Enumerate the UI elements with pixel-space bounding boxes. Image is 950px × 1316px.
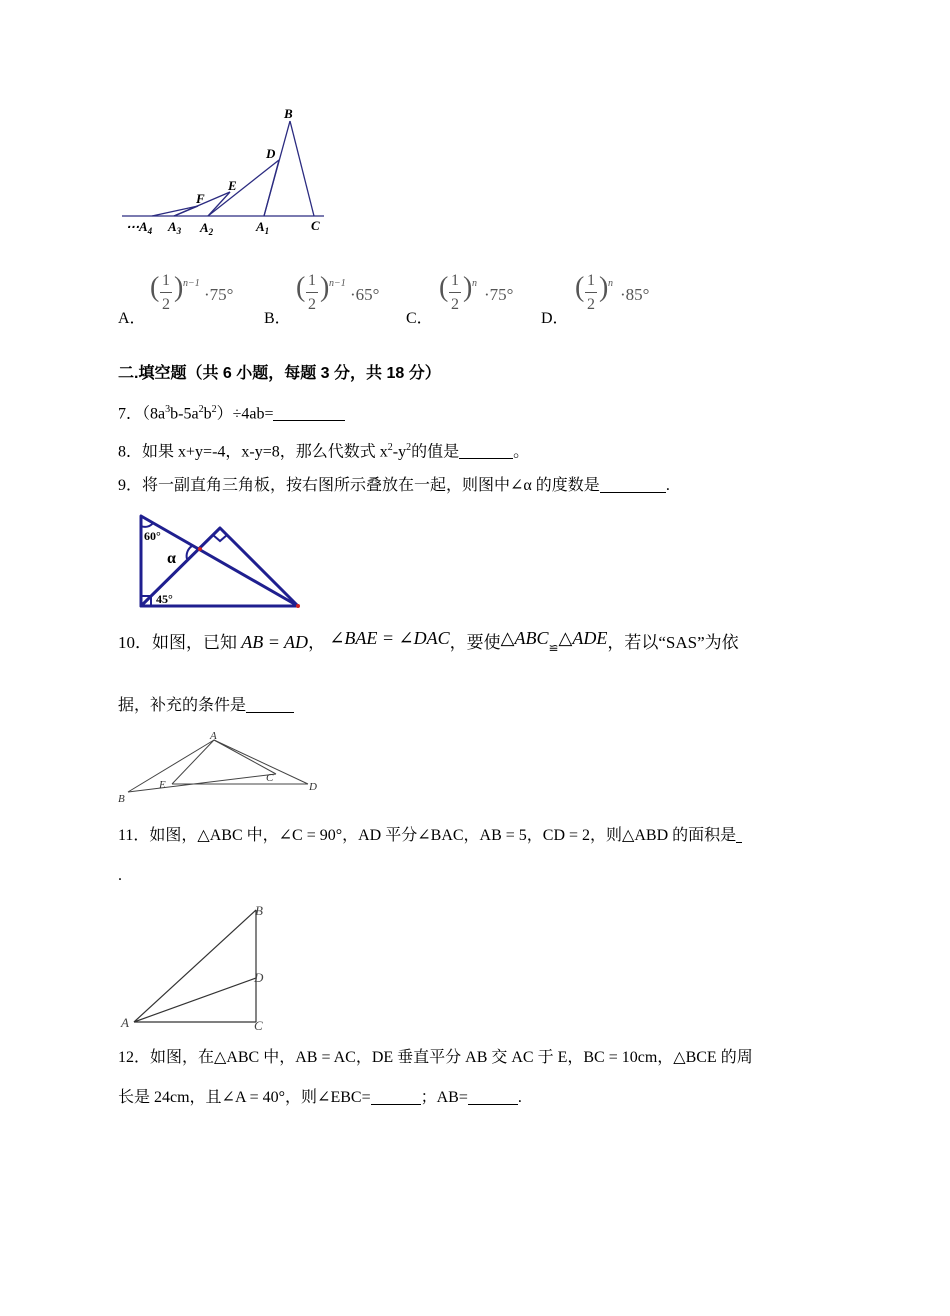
congruent-symbol: ≌ <box>548 641 559 655</box>
superscript: 2 <box>406 442 412 453</box>
option-a-label[interactable]: A． <box>118 310 146 327</box>
q8-text: 。 <box>513 443 530 461</box>
seg-ad <box>134 978 256 1022</box>
option-d-label[interactable]: D． <box>541 310 569 327</box>
answer-blank[interactable] <box>273 404 345 421</box>
angle-60-label: 60° <box>144 529 161 543</box>
section-heading: 二.填空题（共 6 小题，每题 3 分，共 18 分） <box>118 365 441 382</box>
option-c-label[interactable]: C． <box>406 310 433 327</box>
q10-label-e: E <box>159 779 166 791</box>
intersection-mark <box>198 547 202 551</box>
exponent: n−1 <box>329 278 346 289</box>
question-7 <box>118 400 345 424</box>
paren-close: ) <box>174 272 184 303</box>
fraction-num: 1 <box>308 272 316 289</box>
q6-label-a2: $A_2$ <box>200 220 214 237</box>
exponent: n <box>472 278 477 289</box>
seg-ac <box>214 740 276 774</box>
question-12 <box>118 1048 753 1068</box>
q6-figure <box>118 100 338 240</box>
question-number: 12． <box>118 1049 151 1066</box>
angle-60-arc <box>141 523 153 527</box>
option-b-expression <box>296 272 396 322</box>
q10-figure <box>116 728 326 808</box>
q11-label-d: D <box>254 970 264 985</box>
option-c-expression <box>439 272 539 322</box>
angle-45-label: 45° <box>156 592 173 606</box>
q10-label-a: A <box>210 730 217 742</box>
q6-label-a1: $A_1$ <box>256 219 270 236</box>
q6-side-a4f <box>152 206 198 216</box>
q9-text: 将一副直角三角板，按右图所示叠放在一起，则图中∠α 的度数是 <box>142 477 600 494</box>
question-10-line2 <box>118 696 294 716</box>
q6-label-e: E <box>228 178 237 193</box>
seg-bc <box>128 774 276 792</box>
option-a-expression <box>150 272 250 322</box>
q11-text: 如图，△ABC 中，∠C = 90°，AD 平分∠BAC，AB = 5，CD = 2，则△ABD 的面积是 <box>149 827 737 844</box>
superscript: 3 <box>165 404 171 415</box>
answer-blank[interactable] <box>736 826 742 843</box>
q6-label-a3: $A_3$ <box>168 219 182 236</box>
fraction-bar <box>585 292 597 293</box>
option-d-expression <box>575 272 675 322</box>
option-a-value: ·75° <box>204 285 234 304</box>
exponent: n <box>608 278 613 289</box>
math-angle-eq: ∠BAE = ∠DAC <box>329 628 450 648</box>
option-b-label[interactable]: B． <box>264 310 291 327</box>
question-11 <box>118 826 742 846</box>
exponent: n−1 <box>183 278 200 289</box>
question-number: 9． <box>118 477 143 494</box>
option-d-value: ·85° <box>620 285 650 304</box>
q12-text: . <box>517 1089 522 1106</box>
q6-label-d: D <box>266 146 276 161</box>
seg-ad <box>214 740 308 784</box>
answer-blank[interactable] <box>600 476 666 493</box>
q8-text: -y <box>392 443 407 461</box>
paren-close: ) <box>463 272 473 303</box>
q6-label-a4: $\cdots A_4$ <box>126 219 153 236</box>
q6-side-a2d <box>208 160 279 216</box>
q11-label-a: A <box>121 1015 129 1030</box>
q12-text: 长是 24cm，且∠A = 40°，则∠EBC= <box>118 1089 371 1106</box>
q11-text: . <box>118 867 122 884</box>
q10-label-c: C <box>266 772 274 784</box>
q12-text: ；AB= <box>420 1089 468 1106</box>
q6-label-b: B <box>284 106 293 121</box>
math-tri-ade: △ADE <box>558 628 608 648</box>
q9-end: . <box>665 477 670 494</box>
q10-text: 据，补充的条件是 <box>118 697 247 714</box>
q10-text: ，若以“SAS”为依 <box>607 633 739 652</box>
option-c-value: ·75° <box>484 285 514 304</box>
q7-text: b <box>203 405 212 423</box>
fraction-bar <box>449 292 461 293</box>
answer-blank[interactable] <box>459 442 513 459</box>
question-number: 7． <box>118 405 143 423</box>
q6-side-a1d <box>264 160 279 216</box>
superscript: 2 <box>387 442 393 453</box>
q10-text: 如图，已知 <box>152 633 237 652</box>
paren-open: ( <box>439 272 449 303</box>
question-8 <box>118 438 529 462</box>
q7-text: （8a <box>142 405 166 423</box>
question-10 <box>118 628 739 655</box>
fraction-den: 2 <box>308 296 316 313</box>
answer-blank-ebc[interactable] <box>371 1088 421 1105</box>
question-number: 11． <box>118 827 150 844</box>
q7-text: ）÷4ab= <box>216 405 274 423</box>
q6-side-bc <box>290 121 314 216</box>
math-tri-abc: △ABC <box>500 628 549 648</box>
q10-label-d: D <box>309 781 317 793</box>
q8-text: 的值是 <box>411 443 460 461</box>
fraction-den: 2 <box>587 296 595 313</box>
option-b-value: ·65° <box>350 285 380 304</box>
paren-close: ) <box>320 272 330 303</box>
question-9 <box>118 476 670 496</box>
paren-open: ( <box>296 272 306 303</box>
fraction-num: 1 <box>451 272 459 289</box>
seg-ab <box>134 910 256 1022</box>
q7-text: b-5a <box>170 405 199 423</box>
question-11-line2 <box>118 866 122 886</box>
q11-label-c: C <box>254 1018 263 1033</box>
math-ab-eq-ad: AB = AD <box>241 632 309 652</box>
paren-close: ) <box>599 272 609 303</box>
paren-open: ( <box>150 272 160 303</box>
q10-text: ，要使 <box>449 633 501 652</box>
right-angle-mark-top <box>213 535 227 541</box>
superscript: 2 <box>211 404 217 415</box>
question-number: 10． <box>118 633 152 652</box>
q9-figure <box>134 510 306 614</box>
q8-text: 如果 x+y=-4，x-y=8，那么代数式 x <box>142 443 388 461</box>
fraction-bar <box>306 292 318 293</box>
q10-label-b: B <box>118 793 125 805</box>
alpha-label: α <box>167 550 176 567</box>
question-12-line2 <box>118 1088 522 1108</box>
q6-side-a2e <box>208 192 230 216</box>
q10-text: ， <box>308 633 326 652</box>
superscript: 2 <box>198 404 204 415</box>
fraction-num: 1 <box>587 272 595 289</box>
answer-blank[interactable] <box>246 696 294 713</box>
q12-text: 如图，在△ABC 中，AB = AC，DE 垂直平分 AB 交 AC 于 E，BC = 10cm，△BCE 的周 <box>150 1049 753 1066</box>
question-number: 8． <box>118 443 143 461</box>
fraction-den: 2 <box>162 296 170 313</box>
q11-figure <box>116 900 276 1034</box>
fraction-bar <box>160 292 172 293</box>
q6-figure-lines <box>122 121 324 216</box>
q6-label-f: F <box>196 191 205 206</box>
fraction-den: 2 <box>451 296 459 313</box>
answer-blank-ab[interactable] <box>468 1088 518 1105</box>
q11-label-b: B <box>255 903 263 918</box>
vertex-mark <box>296 604 300 608</box>
paren-open: ( <box>575 272 585 303</box>
q6-label-c: C <box>311 218 320 233</box>
fraction-num: 1 <box>162 272 170 289</box>
